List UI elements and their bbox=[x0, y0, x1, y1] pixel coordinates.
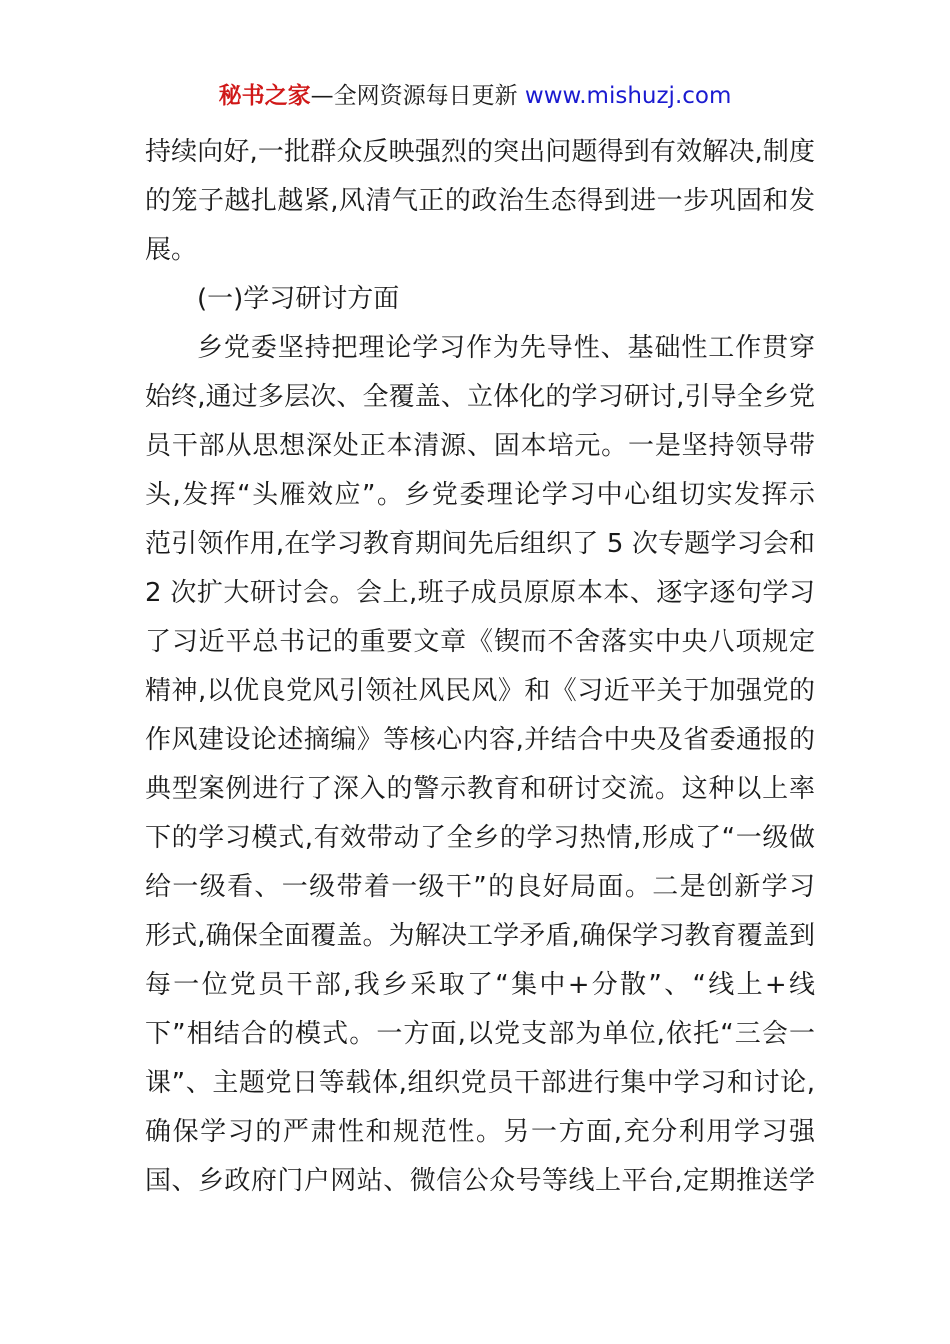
text-line: 给一级看、一级带着一级干”的良好局面。二是创新学习 bbox=[145, 872, 815, 902]
text-line: 确保学习的严肃性和规范性。另一方面,充分利用学习强 bbox=[145, 1117, 815, 1147]
text-line: 每一位党员干部,我乡采取了“集中+分散”、“线上+线 bbox=[145, 970, 815, 1000]
text-line: 作风建设论述摘编》等核心内容,并结合中央及省委通报的 bbox=[145, 725, 815, 755]
text-line: 范引领作用,在学习教育期间先后组织了 5 次专题学习会和 bbox=[145, 529, 815, 559]
text-line: 2 次扩大研讨会。会上,班子成员原原本本、逐字逐句学习 bbox=[145, 578, 815, 608]
text-line: 下”相结合的模式。一方面,以党支部为单位,依托“三会一 bbox=[145, 1019, 815, 1049]
text-line: 始终,通过多层次、全覆盖、立体化的学习研讨,引导全乡党 bbox=[145, 382, 815, 412]
text-line: 乡党委坚持把理论学习作为先导性、基础性工作贯穿 bbox=[197, 333, 815, 363]
site-brand: 秘书之家 bbox=[218, 83, 311, 109]
text-line: 头,发挥“头雁效应”。乡党委理论学习中心组切实发挥示 bbox=[145, 480, 815, 510]
site-header bbox=[0, 80, 950, 112]
text-line: 下的学习模式,有效带动了全乡的学习热情,形成了“一级做 bbox=[145, 823, 815, 853]
text-line: (一)学习研讨方面 bbox=[197, 284, 400, 314]
text-line: 展。 bbox=[145, 235, 198, 265]
document-body bbox=[145, 128, 815, 1206]
text-line: 持续向好,一批群众反映强烈的突出问题得到有效解决,制度 bbox=[145, 137, 815, 167]
text-line: 形式,确保全面覆盖。为解决工学矛盾,确保学习教育覆盖到 bbox=[145, 921, 815, 951]
text-line: 典型案例进行了深入的警示教育和研讨交流。这种以上率 bbox=[145, 774, 815, 804]
text-line: 国、乡政府门户网站、微信公众号等线上平台,定期推送学 bbox=[145, 1166, 815, 1196]
site-tagline: —全网资源每日更新 bbox=[310, 83, 525, 109]
text-line: 了习近平总书记的重要文章《锲而不舍落实中央八项规定 bbox=[145, 627, 815, 657]
text-line: 精神,以优良党风引领社风民风》和《习近平关于加强党的 bbox=[145, 676, 815, 706]
text-line: 员干部从思想深处正本清源、固本培元。一是坚持领导带 bbox=[145, 431, 815, 461]
text-line: 的笼子越扎越紧,风清气正的政治生态得到进一步巩固和发 bbox=[145, 186, 815, 216]
site-url-link[interactable]: www.mishuzj.com bbox=[524, 83, 732, 109]
text-line: 课”、主题党日等载体,组织党员干部进行集中学习和讨论, bbox=[145, 1068, 815, 1098]
